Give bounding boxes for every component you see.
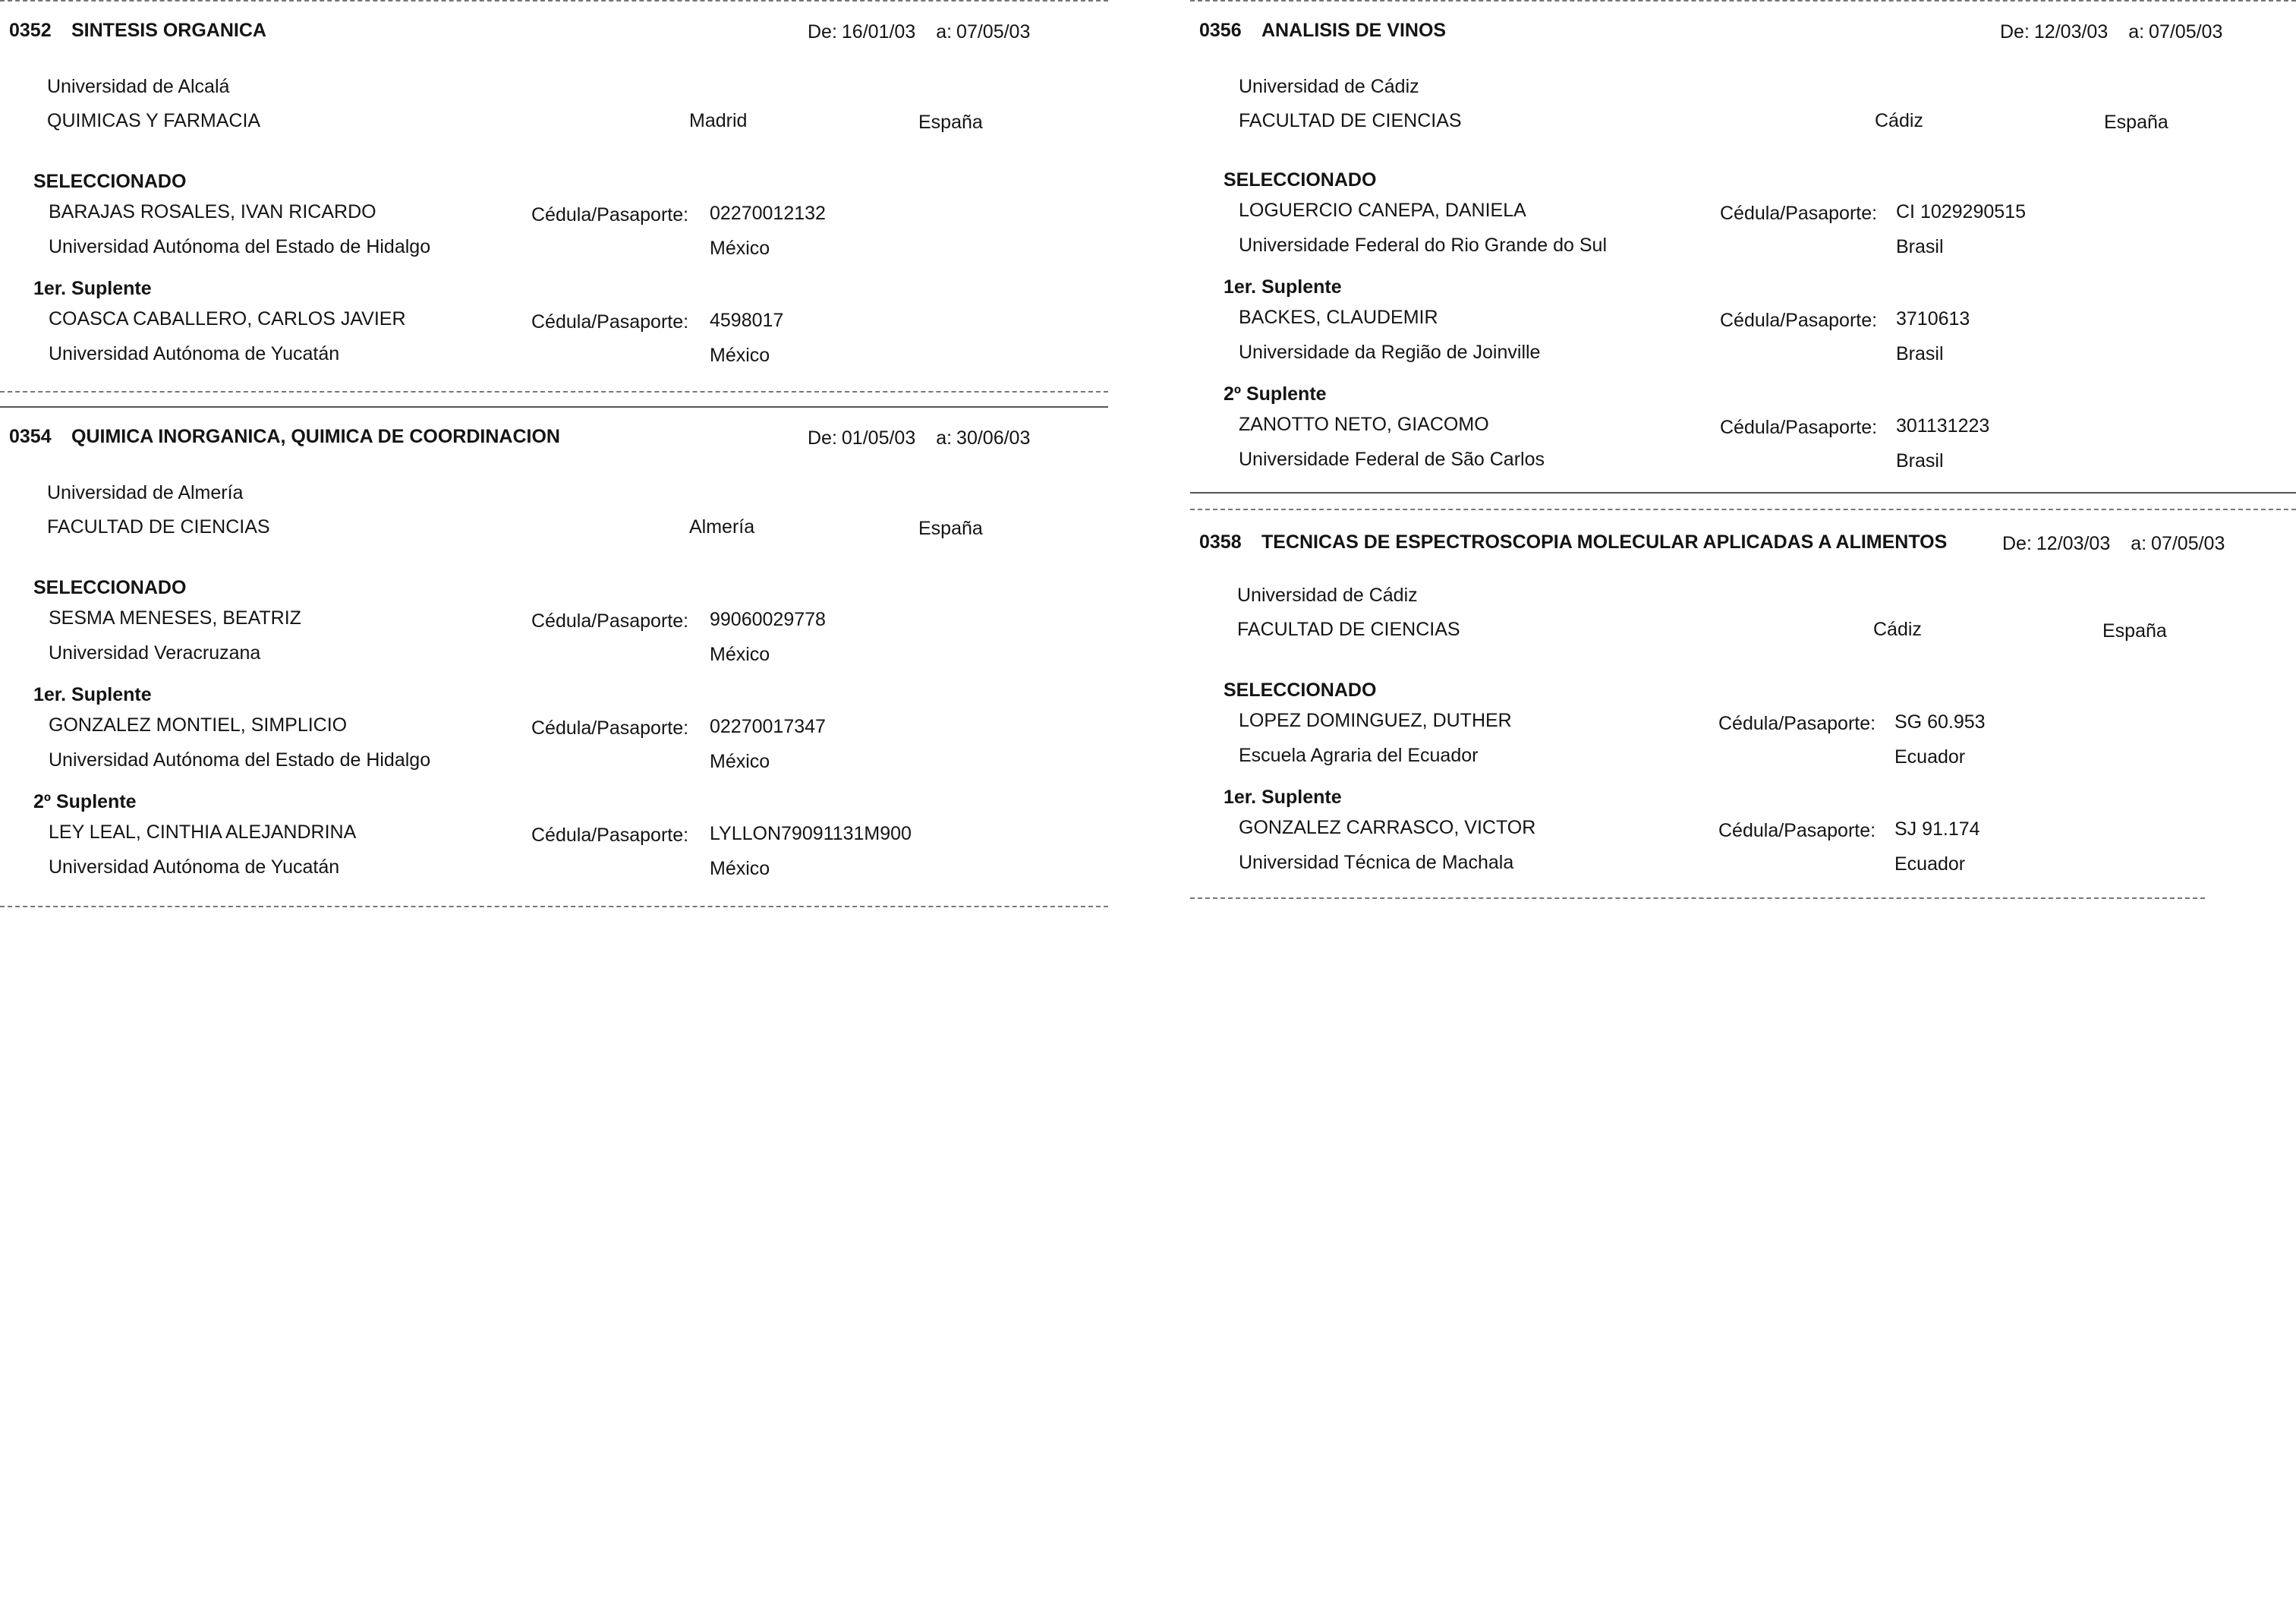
course-header xyxy=(9,426,1108,452)
role-label: SELECCIONADO xyxy=(33,171,187,192)
date-from-label: De: xyxy=(808,21,837,43)
course-code: 0358 xyxy=(1199,531,1242,553)
host-city: Cádiz xyxy=(1873,619,1922,640)
id-number: SG 60.953 xyxy=(1894,711,1986,733)
host-faculty: FACULTAD DE CIENCIAS xyxy=(1237,619,1460,640)
candidate-name: LEY LEAL, CINTHIA ALEJANDRINA xyxy=(49,821,357,843)
candidate-country: Brasil xyxy=(1896,450,1944,471)
role-label: 1er. Suplente xyxy=(33,684,152,705)
candidate-institution: Universidad Autónoma de Yucatán xyxy=(49,856,340,878)
candidate-country: Ecuador xyxy=(1894,746,1966,768)
role-label: 1er. Suplente xyxy=(1224,787,1342,808)
id-number: 02270017347 xyxy=(710,716,826,737)
course-title: ANALISIS DE VINOS xyxy=(1261,20,1447,41)
candidate-country: Brasil xyxy=(1896,236,1944,257)
course-header xyxy=(9,20,1108,46)
candidate-country: México xyxy=(710,345,770,366)
id-number: LYLLON79091131M900 xyxy=(710,823,912,844)
candidate-institution: Universidad Técnica de Machala xyxy=(1239,852,1514,873)
date-from-label: De: xyxy=(808,427,837,449)
id-label: Cédula/Pasaporte: xyxy=(531,610,689,632)
candidate-name: LOGUERCIO CANEPA, DANIELA xyxy=(1239,200,1526,221)
candidate-institution: Universidad Autónoma de Yucatán xyxy=(49,343,340,364)
role-label: 2º Suplente xyxy=(1224,383,1327,405)
course-title: QUIMICA INORGANICA, QUIMICA DE COORDINACION xyxy=(71,426,560,447)
candidate-country: Ecuador xyxy=(1894,853,1966,875)
course-block-0356 xyxy=(1190,0,2296,494)
candidate-entry xyxy=(1190,200,2296,268)
id-number: 4598017 xyxy=(710,310,784,331)
host-university: Universidad de Alcalá xyxy=(47,76,230,97)
candidate-institution: Universidade da Região de Joinville xyxy=(1239,342,1541,363)
date-to-label: a: xyxy=(936,21,953,43)
candidate-institution: Universidad Autónoma del Estado de Hidalgo xyxy=(49,236,431,257)
candidate-country: México xyxy=(710,858,770,879)
role-label: 1er. Suplente xyxy=(33,278,152,299)
date-to: 07/05/03 xyxy=(956,21,1031,43)
host-city: Almería xyxy=(689,516,755,538)
date-to-label: a: xyxy=(936,427,953,449)
host-faculty: FACULTAD DE CIENCIAS xyxy=(47,516,270,538)
candidate-country: México xyxy=(710,751,770,772)
host-country: España xyxy=(2104,112,2168,133)
host-city: Madrid xyxy=(689,110,748,131)
candidate-entry xyxy=(1190,710,2296,778)
id-number: CI 1029290515 xyxy=(1896,201,2026,222)
top-divider xyxy=(0,406,1108,408)
candidate-country: México xyxy=(710,238,770,259)
host-country: España xyxy=(918,112,983,133)
candidate-institution: Escuela Agraria del Ecuador xyxy=(1239,745,1479,766)
top-divider xyxy=(0,0,1108,2)
id-number: SJ 91.174 xyxy=(1894,818,1980,840)
id-number: 99060029778 xyxy=(710,609,826,630)
date-from-label: De: xyxy=(2000,21,2030,43)
host-country: España xyxy=(918,518,983,539)
candidate-institution: Universidade Federal do Rio Grande do Sul xyxy=(1239,235,1607,256)
candidate-entry xyxy=(1190,307,2296,375)
role-label: SELECCIONADO xyxy=(1224,169,1377,191)
date-to: 07/05/03 xyxy=(2151,533,2225,554)
course-block-0358 xyxy=(1190,509,2296,907)
course-dates xyxy=(808,427,1035,449)
date-to-label: a: xyxy=(2131,533,2147,554)
date-from: 12/03/03 xyxy=(2033,21,2109,43)
host-university: Universidad de Cádiz xyxy=(1237,585,1418,606)
date-to: 30/06/03 xyxy=(956,427,1031,449)
id-number: 301131223 xyxy=(1896,415,1990,437)
id-label: Cédula/Pasaporte: xyxy=(531,311,689,333)
course-block-0352 xyxy=(0,0,1108,399)
id-label: Cédula/Pasaporte: xyxy=(531,717,689,739)
host-university: Universidad de Almería xyxy=(47,482,244,503)
candidate-entry xyxy=(1190,817,2296,885)
candidate-institution: Universidad Veracruzana xyxy=(49,642,261,664)
date-to: 07/05/03 xyxy=(2149,21,2223,43)
candidate-country: México xyxy=(710,644,770,665)
candidate-entry xyxy=(0,308,1108,377)
host-country: España xyxy=(2102,620,2167,642)
id-number: 02270012132 xyxy=(710,203,826,224)
host-faculty: QUIMICAS Y FARMACIA xyxy=(47,110,261,131)
role-label: SELECCIONADO xyxy=(1224,680,1377,701)
course-dates xyxy=(2002,533,2229,555)
role-label: 1er. Suplente xyxy=(1224,276,1342,298)
candidate-name: LOPEZ DOMINGUEZ, DUTHER xyxy=(1239,710,1512,731)
candidate-name: GONZALEZ MONTIEL, SIMPLICIO xyxy=(49,714,348,736)
id-label: Cédula/Pasaporte: xyxy=(1720,203,1878,224)
course-code: 0356 xyxy=(1199,20,1242,41)
candidate-name: COASCA CABALLERO, CARLOS JAVIER xyxy=(49,308,406,330)
candidate-entry xyxy=(0,607,1108,676)
host-university: Universidad de Cádiz xyxy=(1239,76,1419,97)
course-dates xyxy=(808,21,1035,43)
course-title: SINTESIS ORGANICA xyxy=(71,20,266,41)
id-label: Cédula/Pasaporte: xyxy=(1718,713,1876,734)
role-label: 2º Suplente xyxy=(33,791,137,812)
course-code: 0354 xyxy=(9,426,52,447)
candidate-name: BARAJAS ROSALES, IVAN RICARDO xyxy=(49,201,376,222)
role-label: SELECCIONADO xyxy=(33,577,187,598)
candidate-institution: Universidade Federal de São Carlos xyxy=(1239,449,1545,470)
id-label: Cédula/Pasaporte: xyxy=(531,825,689,846)
course-code: 0352 xyxy=(9,20,52,41)
bottom-divider xyxy=(1190,492,2296,494)
date-to-label: a: xyxy=(2128,21,2145,43)
candidate-name: GONZALEZ CARRASCO, VICTOR xyxy=(1239,817,1536,838)
bottom-divider xyxy=(0,391,1108,393)
course-header xyxy=(1199,20,2296,46)
candidate-country: Brasil xyxy=(1896,343,1944,364)
course-title: TECNICAS DE ESPECTROSCOPIA MOLECULAR APLICADAS A ALIMENTOS xyxy=(1261,531,1948,553)
date-from: 01/05/03 xyxy=(841,427,916,449)
candidate-name: SESMA MENESES, BEATRIZ xyxy=(49,607,301,629)
id-label: Cédula/Pasaporte: xyxy=(1720,310,1878,331)
host-faculty: FACULTAD DE CIENCIAS xyxy=(1239,110,1462,131)
date-from: 12/03/03 xyxy=(2036,533,2111,554)
date-from: 16/01/03 xyxy=(841,21,916,43)
candidate-entry xyxy=(0,821,1108,890)
id-number: 3710613 xyxy=(1896,308,1970,330)
host-city: Cádiz xyxy=(1875,110,1923,131)
course-block-0354 xyxy=(0,406,1108,915)
candidate-name: ZANOTTO NETO, GIACOMO xyxy=(1239,414,1489,435)
bottom-divider xyxy=(1190,897,2205,899)
id-label: Cédula/Pasaporte: xyxy=(531,204,689,225)
candidate-institution: Universidad Autónoma del Estado de Hidalgo xyxy=(49,749,431,771)
candidate-entry xyxy=(0,714,1108,783)
candidate-name: BACKES, CLAUDEMIR xyxy=(1239,307,1438,328)
date-from-label: De: xyxy=(2002,533,2032,554)
bottom-divider xyxy=(0,906,1108,907)
course-header xyxy=(1199,531,2296,557)
course-dates xyxy=(2000,21,2227,43)
top-divider xyxy=(1190,0,2296,2)
top-divider xyxy=(1190,509,2296,510)
candidate-entry xyxy=(1190,414,2296,482)
id-label: Cédula/Pasaporte: xyxy=(1720,417,1878,438)
id-label: Cédula/Pasaporte: xyxy=(1718,820,1876,841)
candidate-entry xyxy=(0,201,1108,270)
